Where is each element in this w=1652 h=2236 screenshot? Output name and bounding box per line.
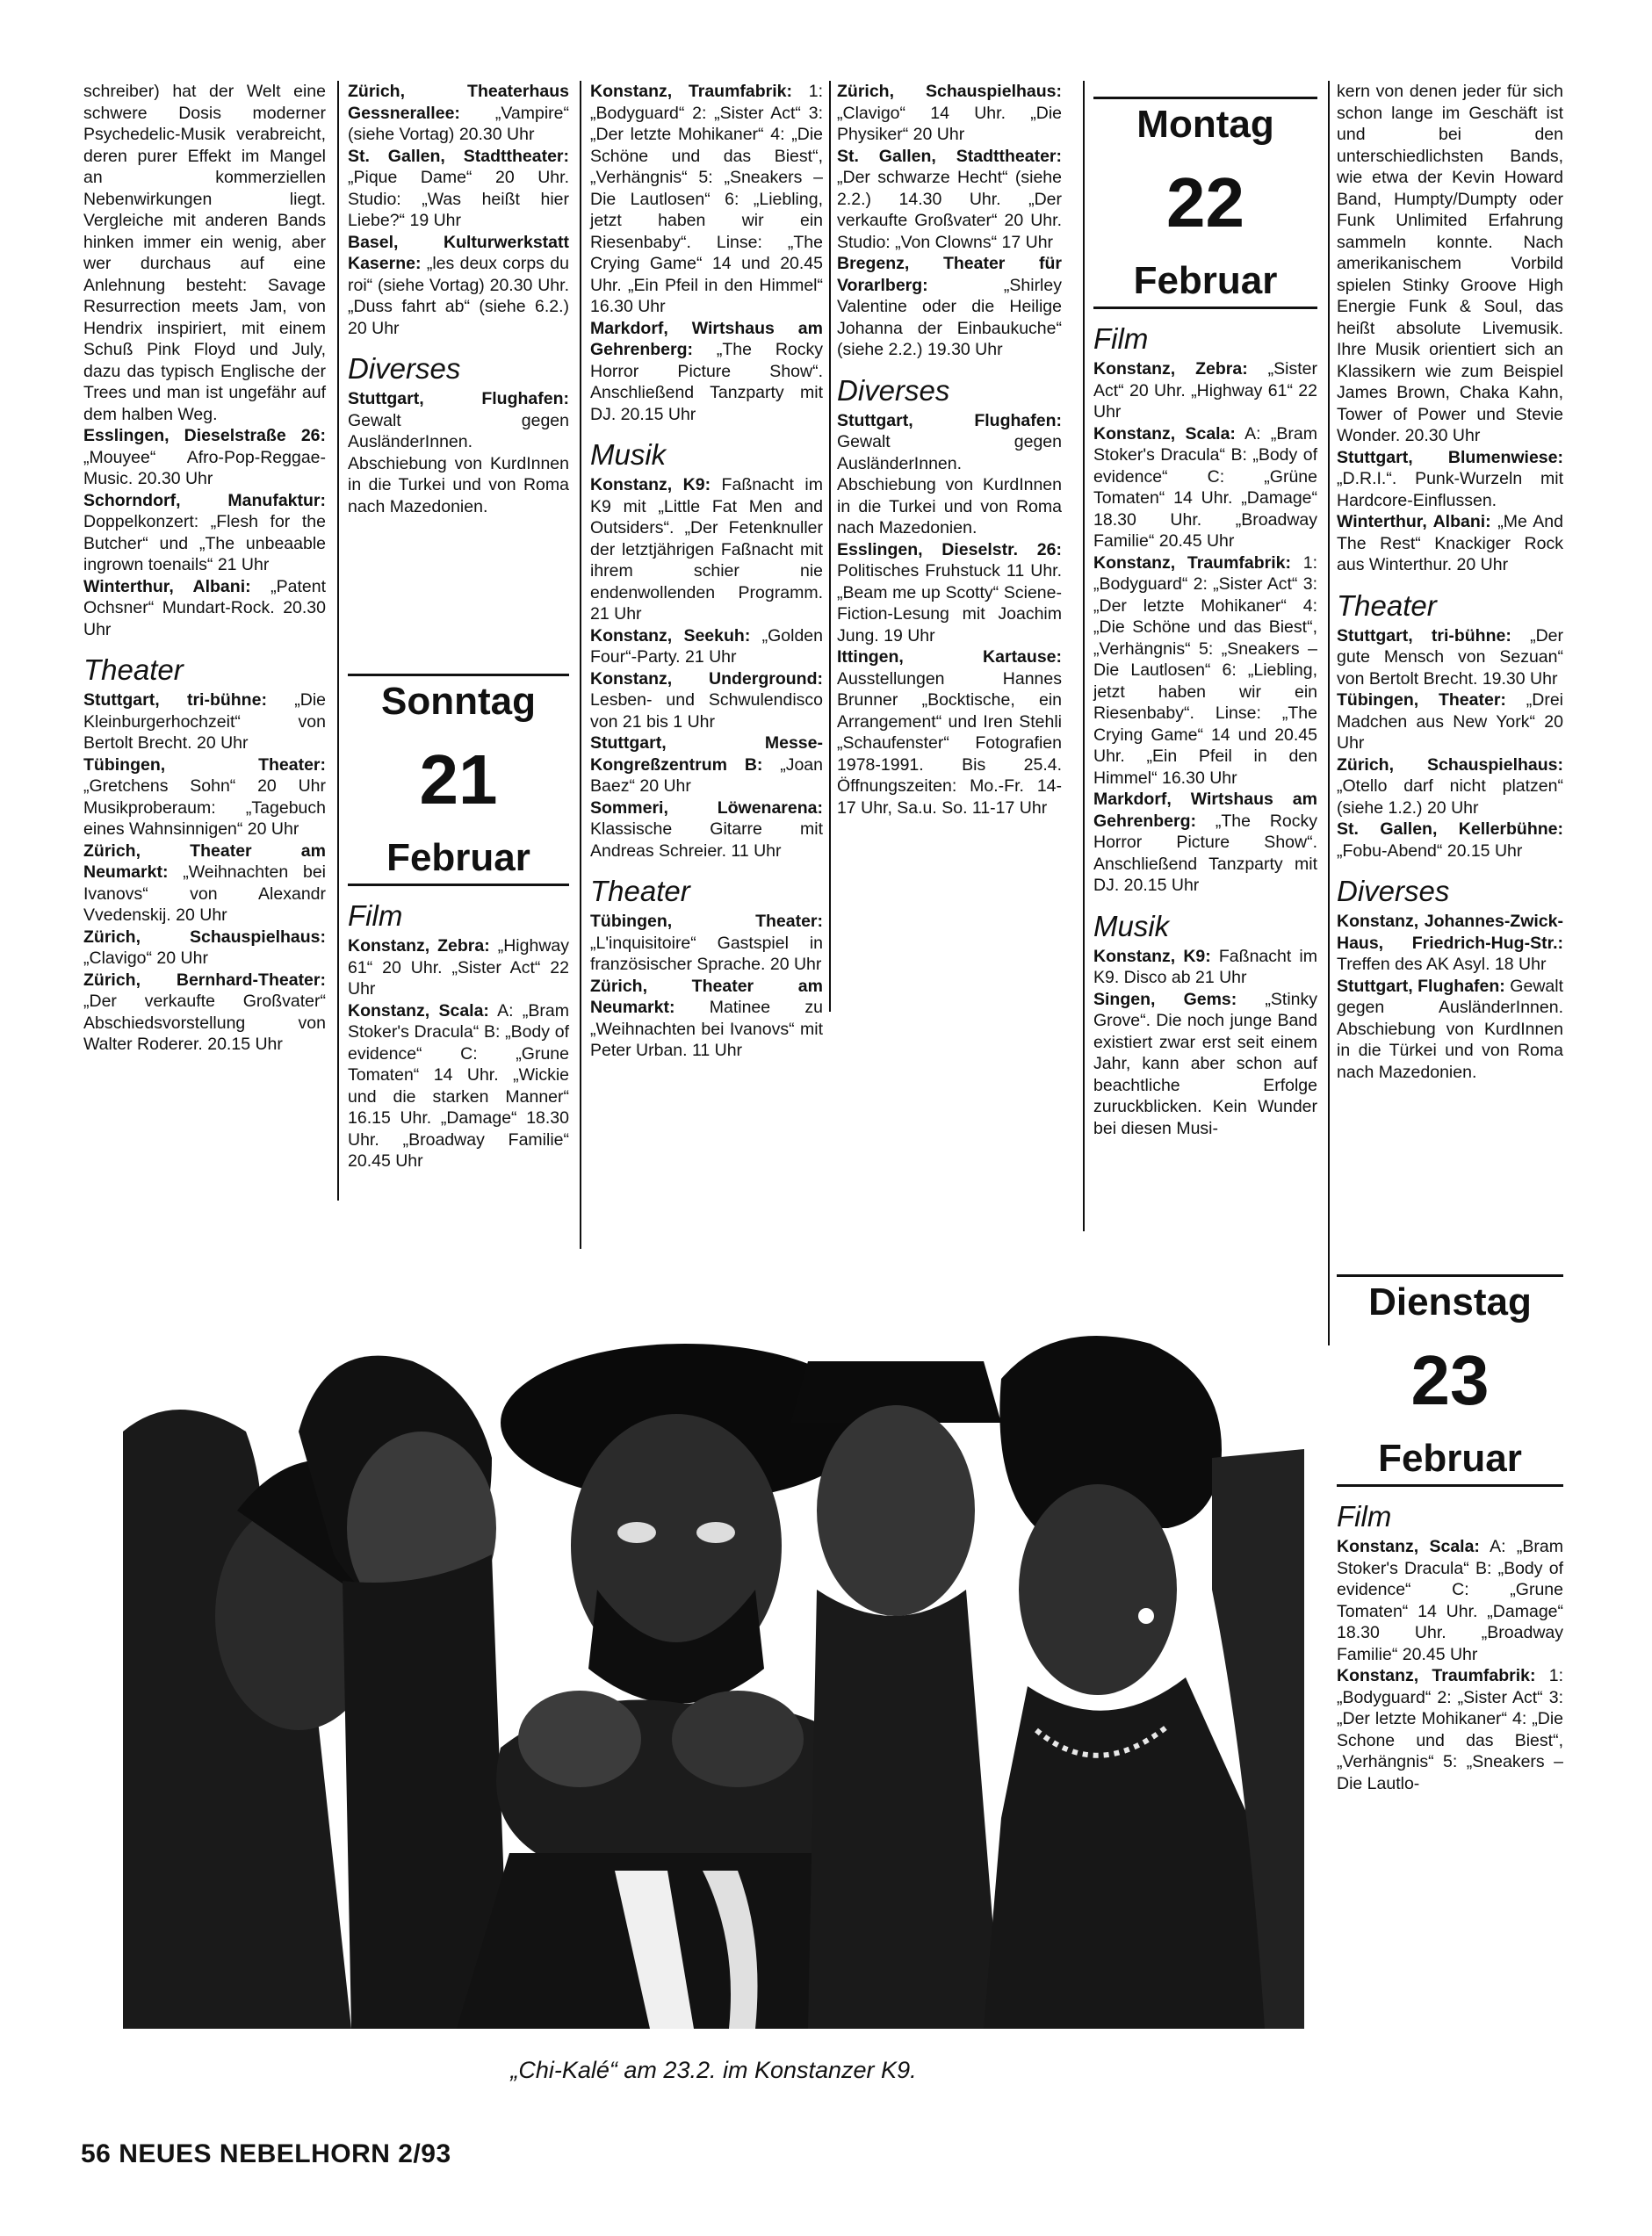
- listing-entry: [590, 911, 823, 976]
- day-header: [1337, 1274, 1563, 1487]
- listing-venue: Ittingen, Kartause:: [837, 647, 1062, 667]
- section-heading: Film: [1093, 322, 1149, 355]
- listing-details: Gewalt gegen AusländerInnen. Abschiebung von KurdInnen in die Turkei und von Roma nach Mazedonien.: [348, 410, 569, 516]
- listing-details: A: „Bram Stoker's Dracula“ B: „Body of evidence“ C: „Grüne Tomaten“ 14 Uhr. „Damage“ 18.30 Uhr. „Broadway Familie“ 20.45 Uhr: [1093, 423, 1317, 551]
- listing-entry: [348, 1000, 569, 1172]
- listing-details: „The Rocky Horror Picture Show“. Anschließend Tanzparty mit DJ. 20.15 Uhr: [590, 340, 823, 424]
- listing-venue: Konstanz, Seekuh:: [590, 625, 751, 646]
- listing-details: „L'inquisitoire“ Gastspiel in französischer Sprache. 20 Uhr: [590, 933, 823, 974]
- listing-details: 1: „Bodyguard“ 2: „Sister Act“ 3: „Der letzte Mohikaner“ 4: „Die Schöne und das Biest“, „Verhängnis“ 5: „Sneakers – Die Lautlosen“ 6: „Liebling, jetzt haben wir ein Riesenbaby“. Linse: „The Crying Game“ 14 und 20.45 Uhr. „Ein Pfeil in den Himmel“ 16.30 Uhr: [1093, 552, 1318, 788]
- listing-venue: Konstanz, Traumfabrik:: [1337, 1666, 1536, 1685]
- listing-entry: [1337, 754, 1563, 819]
- listing-entry: [590, 625, 823, 668]
- listing-entry: [83, 927, 326, 970]
- listing-venue: Tübingen, Theater:: [1337, 690, 1506, 710]
- listing-details: Doppelkonzert: „Flesh for the Butcher“ und „The unbeaable ingrown toenails“ 21 Uhr: [83, 512, 326, 574]
- column-6: [1337, 81, 1563, 1794]
- listing-details: Faßnacht im K9. Disco ab 21 Uhr: [1093, 946, 1317, 987]
- listing-venue: Zürich, Theater am Neumarkt:: [590, 976, 823, 1017]
- listing-venue: Esslingen, Dieselstraße 26:: [83, 426, 326, 445]
- listing-details: Matinee zu „Weihnachten bei Ivanovs“ mit Peter Urban. 11 Uhr: [590, 998, 823, 1060]
- listing-venue: Zürich, Theater am Neumarkt:: [83, 840, 326, 882]
- listing-entry: [348, 232, 569, 340]
- day-rule: [1093, 307, 1317, 309]
- listing-venue: Stuttgart, Flughafen:: [348, 389, 569, 408]
- listing-details: Ausstellungen Hannes Brunner „Bocktische, ein Arrangement“ und Iren Stehli „Schaufenster“ Fotografien 1978-1991. Bis 25.4. Öffnungszeiten: Mo.-Fr. 14-17 Uhr, Sa.u. So. 11-17 Uhr: [837, 668, 1062, 818]
- listing-venue: Zürich, Theaterhaus Gessnerallee:: [348, 82, 569, 123]
- listing-entry: [590, 668, 823, 733]
- listing-entry: [83, 840, 326, 927]
- listing-venue: Konstanz, Johannes-Zwick-Haus, Friedrich-Hug-Str.:: [1337, 912, 1563, 953]
- listing-entry: [590, 81, 823, 318]
- listing-entry: [590, 732, 823, 797]
- band-photo: [123, 1326, 1304, 2029]
- listing-entry: [1337, 911, 1563, 976]
- column-rule: [1083, 81, 1085, 1231]
- section-heading: Diverses: [348, 352, 461, 385]
- listing-details: „Der verkaufte Großvater“ Abschiedsvorstellung von Walter Roderer. 20.15 Uhr: [83, 992, 326, 1054]
- body-text: schreiber) hat der Welt eine schwere Dosis moderner Psychedelic-Musik verabreicht, deren purer Effekt im Mangel an kommerziellen Nebenwirkungen liegt. Vergleiche mit anderen Bands hinken immer ein wenig, aber wer durchaus auf eine Anlehnung besteht: Savage Resurrection meets Jam, von Hendrix inspiriert, mit einem Schuß Pink Floyd und July, dazu das typisch Englische der Trees und man ist ungefähr auf dem halben Weg.: [83, 82, 326, 424]
- listing-venue: Stuttgart, tri-bühne:: [83, 690, 267, 710]
- listing-details: A: „Bram Stoker's Dracula“ B: „Body of evidence“ C: „Grune Tomaten“ 14 Uhr. „Damage“ 18.30 Uhr. „Broadway Familie“ 20.45 Uhr: [1337, 1537, 1563, 1664]
- listing-details: „Pique Dame“ 20 Uhr. Studio: „Was heißt hier Liebe?“ 19 Uhr: [348, 168, 569, 230]
- day-number: 21: [419, 740, 498, 819]
- listing-details: Gewalt gegen AusländerInnen. Abschiebung von KurdInnen in die Turkei und von Roma nach Mazedonien.: [837, 432, 1062, 537]
- listing-venue: Winterthur, Albani:: [83, 576, 251, 596]
- listing-venue: Stuttgart, Flughafen:: [837, 410, 1062, 430]
- day-header: [1093, 97, 1317, 309]
- listing-details: Gewalt gegen AusländerInnen. Abschiebung von KurdInnen in die Türkei und von Roma nach Mazedonien.: [1337, 976, 1563, 1082]
- column-3: [590, 81, 823, 1062]
- listing-entry: [83, 425, 326, 490]
- listing-venue: Konstanz, Traumfabrik:: [1093, 552, 1292, 573]
- listing-entry: [1337, 819, 1563, 862]
- listing-entry: [1337, 511, 1563, 576]
- day-number: 23: [1410, 1341, 1490, 1419]
- column-rule: [829, 81, 831, 1012]
- listing-venue: St. Gallen, Kellerbühne:: [1337, 819, 1563, 839]
- listing-venue: Konstanz, K9:: [1093, 946, 1211, 966]
- section-heading: Diverses: [1337, 875, 1450, 907]
- listing-details: „Clavigo“ 14 Uhr. „Die Physiker“ 20 Uhr: [837, 103, 1062, 144]
- listing-details: 1: „Bodyguard“ 2: „Sister Act“ 3: „Der letzte Mohikaner“ 4: „Die Schone und das Biest“, „Verhängnis“ 5: „Sneakers – Die Lautlo-: [1337, 1666, 1564, 1793]
- listing-entry: [590, 976, 823, 1062]
- listing-venue: Stuttgart, Flughafen:: [1337, 976, 1505, 996]
- listing-details: Treffen des AK Asyl. 18 Uhr: [1337, 955, 1547, 974]
- section-heading: Theater: [83, 653, 184, 686]
- listing-details: „Clavigo“ 20 Uhr: [83, 948, 208, 968]
- listing-venue: Konstanz, Underground:: [590, 668, 823, 689]
- band-photo-drawing: [123, 1326, 1304, 2029]
- listing-details: „Der schwarze Hecht“ (siehe 2.2.) 14.30 Uhr. „Der verkaufte Großvater“ 20 Uhr. Studio: „Von Clowns“ 17 Uhr: [837, 168, 1062, 252]
- listing-venue: Konstanz, Scala:: [1337, 1537, 1480, 1556]
- section-heading: Film: [348, 899, 403, 932]
- listing-details: „Otello darf nicht platzen“ (siehe 1.2.) 20 Uhr: [1337, 776, 1563, 818]
- section-heading: Film: [1337, 1500, 1392, 1533]
- listing-details: „Die Kleinburgerhochzeit“ von Bertolt Brecht. 20 Uhr: [83, 690, 326, 753]
- listing-entry: [83, 689, 326, 754]
- listing-entry: [1337, 976, 1563, 1084]
- listing-details: 1: „Bodyguard“ 2: „Sister Act“ 3: „Der letzte Mohikaner“ 4: „Die Schöne und das Biest“, „Verhängnis“ 5: „Sneakers – Die Lautlosen“ 6: „Liebling, jetzt haben wir ein Riesenbaby“. Linse: „The Crying Game“ 14 und 20.45 Uhr. „Ein Pfeil in den Himmel“ 16.30 Uhr: [590, 82, 824, 316]
- listing-details: „les deux corps du roi“ (siehe Vortag) 20.30 Uhr. „Duss fahrt ab“ (siehe 6.2.) 20 Uhr: [348, 254, 569, 338]
- listing-entry: [83, 490, 326, 576]
- listing-venue: Esslingen, Dieselstr. 26:: [837, 539, 1062, 559]
- listing-details: „Me And The Rest“ Knackiger Rock aus Winterthur. 20 Uhr: [1337, 512, 1563, 574]
- day-name: Dienstag: [1368, 1280, 1532, 1324]
- column-2: [348, 81, 569, 1172]
- listing-venue: Winterthur, Albani:: [1337, 512, 1491, 531]
- listing-details: A: „Bram Stoker's Dracula“ B: „Body of evidence“ C: „Grune Tomaten“ 14 Uhr. „Wickie und die starken Manner“ 16.15 Uhr. „Damage“ 18.30 Uhr. „Broadway Familie“ 20.45 Uhr: [348, 1000, 569, 1171]
- listing-venue: Sommeri, Löwenarena:: [590, 797, 823, 818]
- section-heading: Musik: [1093, 909, 1170, 942]
- listing-entry: [1337, 625, 1563, 690]
- listing-entry: [837, 146, 1062, 254]
- listing-entry: [1093, 789, 1317, 897]
- spacer: [348, 517, 569, 658]
- listing-venue: Markdorf, Wirtshaus am Gehrenberg:: [590, 318, 823, 359]
- listing-details: „Drei Madchen aus New York“ 20 Uhr: [1337, 690, 1564, 753]
- listing-details: „Shirley Valentine oder die Heilige Johanna der Einbaukuche“ (siehe 2.2.) 19.30 Uhr: [837, 275, 1062, 359]
- listing-venue: Konstanz, Scala:: [1093, 423, 1236, 444]
- listing-venue: Zürich, Bernhard-Theater:: [83, 970, 326, 990]
- listing-venue: Tübingen, Theater:: [590, 912, 823, 931]
- day-header: [348, 674, 569, 886]
- listing-venue: Stuttgart, Blumenwiese:: [1337, 447, 1563, 467]
- listing-details: „Vampire“ (siehe Vortag) 20.30 Uhr: [348, 103, 569, 144]
- section-heading: Musik: [590, 438, 667, 471]
- listing-entry: [348, 388, 569, 517]
- column-1: [83, 81, 326, 1056]
- listing-venue: Zürich, Schauspielhaus:: [837, 82, 1062, 101]
- section-heading: Theater: [1337, 588, 1437, 622]
- section-heading: Theater: [590, 875, 690, 907]
- listing-entry: [590, 474, 823, 625]
- day-rule: [1337, 1484, 1563, 1487]
- listing-details: „Golden Four“-Party. 21 Uhr: [590, 625, 823, 667]
- listing-venue: Bregenz, Theater für Vorarlberg:: [837, 254, 1062, 295]
- spacer: [1337, 1083, 1563, 1259]
- day-month: Februar: [1133, 259, 1278, 302]
- listing-entry: [1337, 689, 1563, 754]
- listing-details: „Sister Act“ 20 Uhr. „Highway 61“ 22 Uhr: [1093, 359, 1317, 422]
- listing-venue: Basel, Kulturwerkstatt Kaserne:: [348, 232, 569, 273]
- listing-details: Klassische Gitarre mit Andreas Schreier. 11 Uhr: [590, 819, 823, 861]
- listing-venue: Markdorf, Wirtshaus am Gehrenberg:: [1093, 790, 1317, 831]
- day-number: 22: [1166, 163, 1244, 242]
- listing-details: „D.R.I.“. Punk-Wurzeln mit Hardcore-Einflussen.: [1337, 469, 1563, 510]
- listing-venue: Konstanz, K9:: [590, 475, 711, 494]
- photo-caption: „Chi-Kalé“ am 23.2. im Konstanzer K9.: [510, 2057, 917, 2083]
- listing-entry: [348, 935, 569, 1000]
- listing-entry: [837, 81, 1062, 146]
- listing-entry: [83, 576, 326, 641]
- listing-entry: [348, 146, 569, 232]
- listing-entry: [1093, 989, 1317, 1140]
- listing-entry: [1093, 358, 1317, 423]
- column-rule: [337, 81, 339, 1201]
- listing-venue: Tübingen, Theater:: [83, 754, 326, 775]
- day-month: Februar: [1378, 1437, 1522, 1480]
- listing-entry: [837, 410, 1062, 539]
- listing-venue: Stuttgart, tri-bühne:: [1337, 625, 1511, 646]
- listing-entry: [1093, 946, 1317, 989]
- listing-venue: Konstanz, Zebra:: [1093, 359, 1248, 379]
- listing-details: Politisches Fruhstuck 11 Uhr. „Beam me up Scotty“ Sciene-Fiction-Lesung mit Joachim Jung. 19 Uhr: [837, 561, 1062, 646]
- day-name: Sonntag: [381, 680, 536, 723]
- listing-details: „Joan Baez“ 20 Uhr: [590, 754, 824, 796]
- day-name: Montag: [1136, 103, 1274, 146]
- listing-entry: [590, 797, 823, 862]
- listing-details: „Fobu-Abend“ 20.15 Uhr: [1337, 840, 1523, 861]
- section-heading: Diverses: [837, 373, 950, 407]
- listing-venue: Stuttgart, Messe-Kongreßzentrum B:: [590, 733, 823, 775]
- listing-details: „Weihnachten bei Ivanovs“ von Alexandr Vvedenskij. 20 Uhr: [83, 862, 326, 925]
- column-4: [837, 81, 1062, 819]
- listing-details: Lesben- und Schwulendisco von 21 bis 1 Uhr: [590, 690, 823, 732]
- listing-details: „Der gute Mensch von Sezuan“ von Bertolt Brecht. 19.30 Uhr: [1337, 625, 1563, 689]
- listing-venue: St. Gallen, Stadttheater:: [837, 146, 1062, 166]
- listing-entry: [1337, 447, 1563, 512]
- page-footer: 56 NEUES NEBELHORN 2/93: [81, 2139, 451, 2168]
- column-rule: [580, 81, 581, 1249]
- body-text: kern von denen jeder für sich schon lange im Geschäft ist und bei den unterschiedlichsten Bands, wie etwa der Kevin Howard Band, Humpty/Dumpty oder Funk Unlimited Erfahrung sammeln konnte. Nach amerikanischem Vorbild spielen Stinky Groove High Energie Funk & Soul, das heißt absolute Livemusik. Ihre Musik orientiert sich an Klassikern wie zum Beispiel James Brown, Chaka Kahn, Tower of Power und Stevie Wonder. 20.30 Uhr: [1337, 82, 1563, 445]
- listing-details: „Stinky Grove“. Die noch junge Band existiert zwar erst seit einem Jahr, kann aber schon auf beachtliche Erfolge zuruckblicken. Kein Wunder bei diesen Musi-: [1093, 989, 1318, 1138]
- day-rule: [348, 884, 569, 886]
- listing-entry: [83, 970, 326, 1056]
- listing-details: „Mouyee“ Afro-Pop-Reggae-Music. 20.30 Uhr: [83, 447, 326, 488]
- listing-entry: [590, 318, 823, 426]
- listing-details: „Highway 61“ 20 Uhr. „Sister Act“ 22 Uhr: [348, 936, 569, 999]
- listing-entry: [1093, 423, 1317, 552]
- listing-venue: Singen, Gems:: [1093, 989, 1237, 1009]
- listing-details: „The Rocky Horror Picture Show“. Anschließend Tanzparty mit DJ. 20.15 Uhr: [1093, 811, 1317, 895]
- listing-entry: [1093, 552, 1317, 790]
- day-month: Februar: [386, 836, 530, 879]
- listing-venue: St. Gallen, Stadttheater:: [348, 146, 569, 166]
- column-rule: [1328, 81, 1330, 1345]
- listing-details: „Patent Ochsner“ Mundart-Rock. 20.30 Uhr: [83, 576, 326, 639]
- listing-entry: [1337, 1665, 1563, 1794]
- listing-details: Faßnacht im K9 mit „Little Fat Men and Outsiders“. „Der Fetenknuller der letztjährigen Faßnacht mit ihrem schier nie endenwollenden Programm. 21 Uhr: [590, 475, 823, 624]
- listing-venue: Konstanz, Zebra:: [348, 936, 490, 956]
- listing-venue: Zürich, Schauspielhaus:: [83, 927, 326, 947]
- listing-venue: Konstanz, Scala:: [348, 1000, 489, 1021]
- listing-entry: [1337, 1536, 1563, 1665]
- listing-venue: Zürich, Schauspielhaus:: [1337, 754, 1563, 775]
- column-5: [1093, 81, 1317, 1139]
- listing-details: „Gretchens Sohn“ 20 Uhr Musikproberaum: „Tagebuch eines Wahnsinnigen“ 20 Uhr: [83, 776, 326, 839]
- listing-venue: Konstanz, Traumfabrik:: [590, 82, 793, 101]
- listing-entry: [348, 81, 569, 146]
- listing-entry: [83, 754, 326, 840]
- listing-entry: [837, 539, 1062, 647]
- listing-entry: [837, 646, 1062, 819]
- listing-venue: Schorndorf, Manufaktur:: [83, 490, 326, 510]
- listing-entry: [837, 253, 1062, 361]
